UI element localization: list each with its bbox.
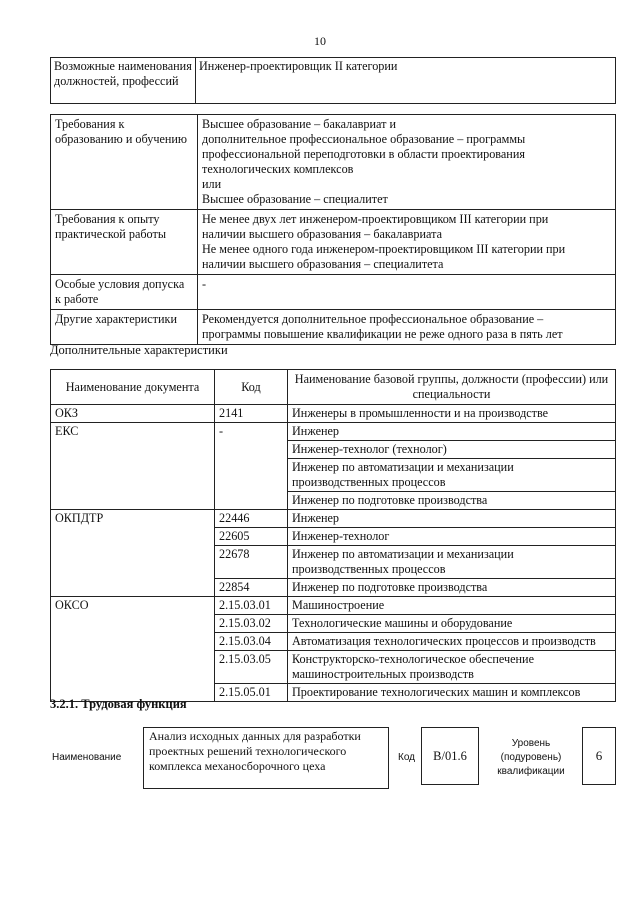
name-cell: Инженер-технолог [288,528,616,546]
qualification-level-value: 6 [582,727,616,785]
header-document: Наименование документа [51,370,215,405]
code-cell: 2141 [215,405,288,423]
qualification-level-label: Уровень (подуровень) квалификации [497,738,565,777]
labor-function-name: Анализ исходных данных для разработки проектных решений технологического комплекса механосборочного цеха [143,727,389,789]
other-characteristics-line: программы повышение квалификации не реже одного раза в пять лет [202,327,563,341]
table-row [51,510,616,528]
positions-table [50,57,616,104]
name-cell: Машиностроение [288,597,616,615]
education-line: Высшее образование – специалитет [202,192,388,206]
table-row [51,423,616,441]
name-cell: Инженер по подготовке производства [288,492,616,510]
code-cell: 2.15.03.01 [215,597,288,615]
experience-label: Требования к опыту практической работы [51,210,198,275]
requirements-table [50,114,616,345]
name-cell: Технологические машины и оборудование [288,615,616,633]
experience-line: наличии высшего образования – бакалавриата [202,227,443,241]
experience-line: Не менее двух лет инженером-проектировщиком III категории при [202,212,549,226]
code-cell: 2.15.03.04 [215,633,288,651]
special-conditions-label: Особые условия допуска к работе [51,275,198,310]
doc-eks: ЕКС [51,423,215,510]
name-cell: Инженер [288,423,616,441]
other-characteristics-label: Другие характеристики [51,310,198,345]
code-cell: 22854 [215,579,288,597]
other-characteristics-value [198,310,616,345]
code-cell: 22446 [215,510,288,528]
name-cell: Инженер по автоматизации и механизации производственных процессов [288,546,616,579]
education-line: профессиональной переподготовки в области проектирования [202,147,525,161]
name-cell: Конструкторско-технологическое обеспечение машиностроительных производств [288,651,616,684]
code-cell: 2.15.03.05 [215,651,288,684]
code-cell: 2.15.05.01 [215,684,288,702]
table-header-row [51,370,616,405]
special-conditions-value [198,275,616,310]
table-row [51,405,616,423]
doc-okso: ОКСО [51,597,215,702]
name-cell: Инженер по подготовке производства [288,579,616,597]
education-line: Высшее образование – бакалавриат и [202,117,396,131]
name-cell: Инженер [288,510,616,528]
name-cell: Проектирование технологических машин и комплексов [288,684,616,702]
code-label: Код [398,752,416,763]
header-code: Код [215,370,288,405]
code-cell: 22678 [215,546,288,579]
education-label: Требования к образованию и обучению [51,115,198,210]
name-label: Наименование [52,752,122,763]
education-line: дополнительное профессиональное образование – программы [202,132,526,146]
education-line: или [202,177,222,191]
labor-function-title: 3.2.1. Трудовая функция [50,697,187,711]
header-name: Наименование базовой группы, должности (профессии) или специальности [288,370,616,405]
name-cell: Инженер по автоматизации и механизации производственных процессов [288,459,616,492]
other-characteristics-line: Рекомендуется дополнительное профессиональное образование – [202,312,544,326]
name-cell: Инженер-технолог (технолог) [288,441,616,459]
name-cell: Инженеры в промышленности и на производстве [288,405,616,423]
positions-label: Возможные наименования должностей, профессий [51,58,196,104]
additional-characteristics-table [50,369,616,702]
special-conditions-line: - [202,277,207,291]
table-row [51,597,616,615]
name-cell: Автоматизация технологических процессов и производств [288,633,616,651]
education-value [198,115,616,210]
code-cell: 2.15.03.02 [215,615,288,633]
doc-okpdtr: ОКПДТР [51,510,215,597]
page-number: 10 [314,34,326,48]
experience-line: наличии высшего образования – специалитета [202,257,444,271]
experience-line: Не менее одного года инженером-проектировщиком III категории при [202,242,566,256]
code-cell: 22605 [215,528,288,546]
code-cell: - [215,423,288,510]
doc-okz: ОКЗ [51,405,215,423]
education-line: технологических комплексов [202,162,354,176]
labor-function-code: B/01.6 [421,727,479,785]
experience-value [198,210,616,275]
additional-caption: Дополнительные характеристики [50,343,228,357]
positions-value: Инженер-проектировщик II категории [196,58,616,104]
